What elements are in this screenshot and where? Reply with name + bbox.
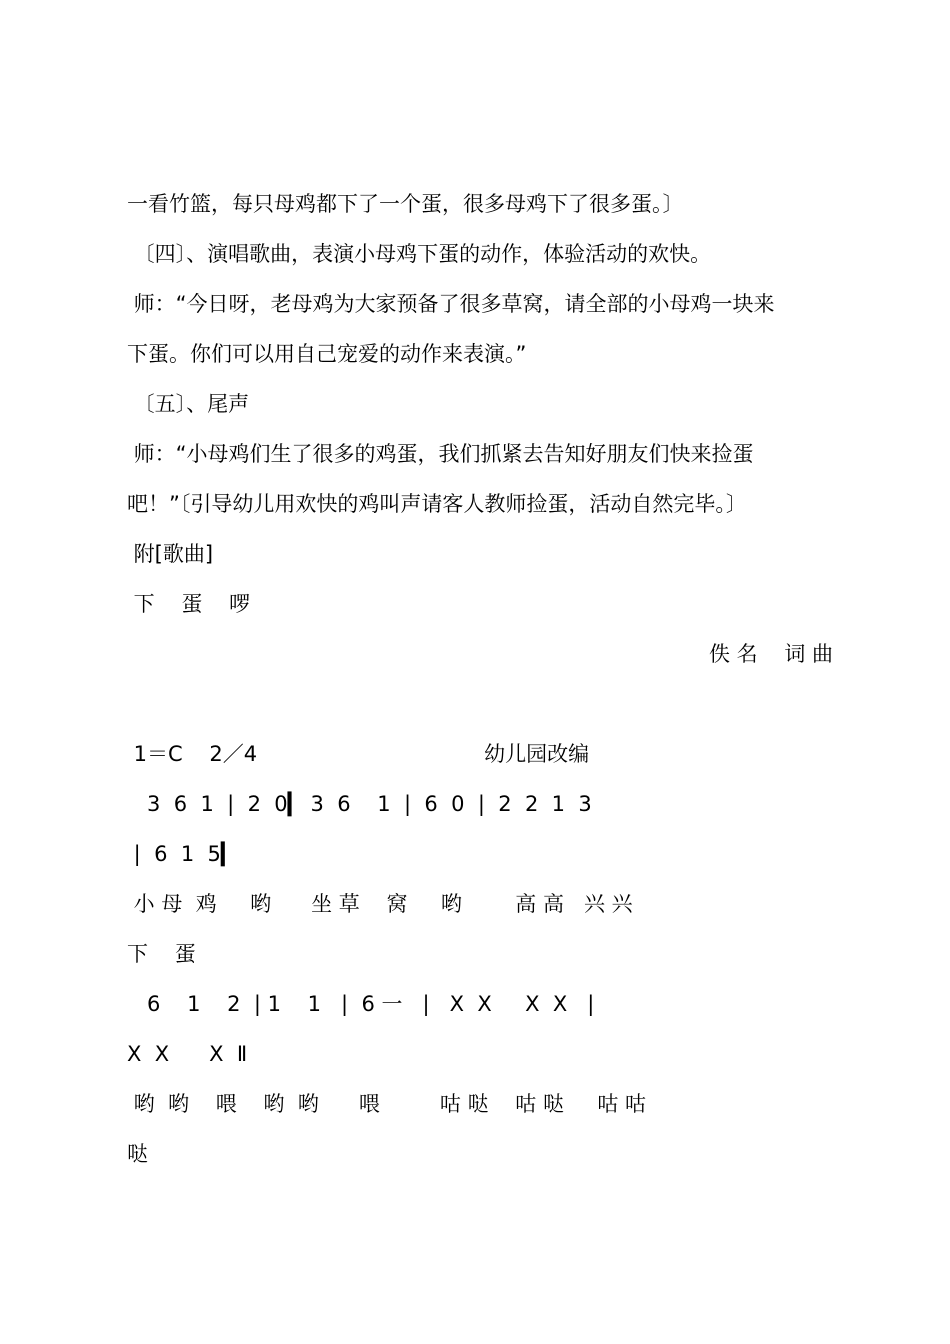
song-title: 下 蛋 啰 (127, 592, 251, 616)
lyrics-line-1-cont: 下 蛋 (127, 942, 196, 966)
text-line-7: 吧！”〔引导幼儿用欢快的鸡叫声请客人教师捡蛋，活动自然完毕。〕 (127, 492, 747, 516)
lyrics-line-1: 小 母 鸡 哟 坐 草 窝 哟 高 高 兴 兴 (127, 892, 633, 916)
notation-line-1-cont: | 6 1 5▎ (127, 842, 238, 866)
song-credit: 佚 名 词 曲 (708, 642, 833, 666)
lyrics-line-2: 哟 哟 喂 哟 哟 喂 咕 哒 咕 哒 咕 咕 (127, 1092, 647, 1116)
text-line-6: 师：“小母鸡们生了很多的鸡蛋，我们抓紧去告知好朋友们快来捡蛋 (127, 442, 754, 466)
notation-line-1: 3 6 1 | 2 0▎ 3 6 1 | 6 0 | 2 2 1 3 (127, 792, 592, 816)
song-appendix-label: 附[歌曲] (127, 542, 214, 566)
notation-line-2-cont: X X X Ⅱ (127, 1042, 248, 1066)
text-line-4: 下蛋。你们可以用自己宠爱的动作来表演。” (127, 342, 527, 366)
song-key-meter: 1＝C 2／4 幼儿园改编 (127, 742, 590, 766)
text-line-3: 师：“今日呀，老母鸡为大家预备了很多草窝，请全部的小母鸡一块来 (127, 292, 775, 316)
text-line-1: 一看竹篮，每只母鸡都下了一个蛋，很多母鸡下了很多蛋。〕 (127, 192, 684, 216)
lyrics-line-2-cont: 哒 (127, 1142, 148, 1166)
section-heading-5: 〔五〕、尾声 (127, 392, 250, 416)
section-heading-4: 〔四〕、演唱歌曲，表演小母鸡下蛋的动作，体验活动的欢快。 (127, 242, 712, 266)
notation-line-2: 6 1 2 | 1 1 | 6 一 | X X X X | (127, 992, 595, 1016)
